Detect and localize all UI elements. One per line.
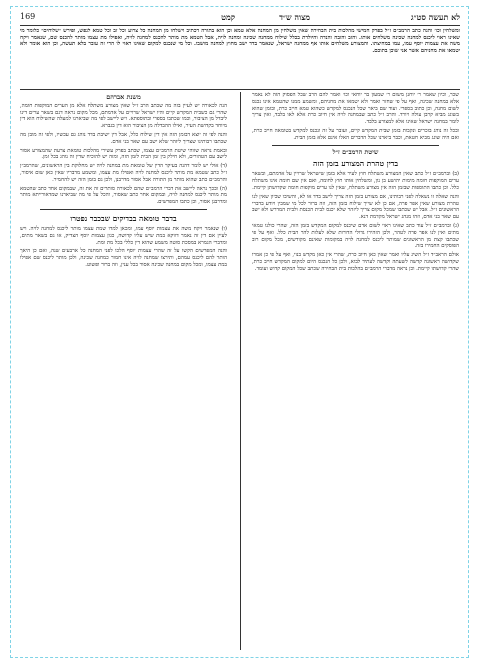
paragraph: (ג) וברמב״ם ז״ל עוד כתב שאינו ראוי לשום אדם שיכנס למקום המקדש בזמן הזה, שהרי כולנו טמאי מתים ואין לנו אפר פרה לטהר, ולכן הזהירו גדולי הדורות שלא לעלות להר הבית כלל. ואף על פי שכתבו קצת מן הראשונים שמותר ליכנס למחנה לויה במקומות שאינם מקודשים, מכל מקום רוב הפוסקים החמירו בזה.: [252, 222, 459, 250]
intro-rule: [20, 89, 460, 90]
paragraph: והנה שאלה זו נשאלה לפני רבותינו, אם מצורע בזמן הזה צריך לישב בדד או לא, והשיבו שכיון שאין לנו טהרת מצורע שאין אפר פרה, אם כן לא שייך שילוח בזמן הזה, וזה ברור לכל מי שמבין ויודע בדברי הראשונים ז״ל. אבל יש שכתבו שמכל מקום צריך ליזהר שלא יכנס לבית הכנסת ולבית המדרש ולא ישב עם שאר בני אדם, וזהו מנהג ישראל מקדמת דנא.: [252, 193, 459, 221]
paragraph: (ב) וברמב״ם ז״ל כתב שאין המצורע משתלח חוץ לעיר אלא בזמן שישראל שרויין על אדמתם, ובשאר ערים המוקפות חומה מימות יהושע בן נון, ומשלחין אותו חוץ לחומה, ואם אין שם חומה אינו משתלח כלל. וכן כתבו התוספות שבזמן הזה אין מצורע משתלח, שאין לנו ערים מוקפות חומה שקדושתן קיימת.: [252, 171, 459, 191]
section-number: קמט: [221, 12, 235, 22]
page-number: 169: [20, 12, 36, 21]
section-heading: בדבר טומאה בבדיקים שבכבר נפטרו: [70, 213, 177, 223]
header-rule: [20, 25, 460, 26]
paragraph: (ו) שנאמר ויקח משה את עצמות יוסף עמו, ומכאן למדו שמת עצמו מותר ליכנס למחנה לויה. ויש לעיין אם דין זה נאמר דווקא במת שיש עליו קדושה, כגון עצמות יוסף הצדיק, או גם בשאר מתים, ומדברי הגמרא במסכת סוטה משמע שהוא דין כללי בכל מת ומת.: [20, 225, 227, 246]
paragraph: והנה המפרשים הקשו על זה שהרי עצמות יוסף הלכו לפני המחנה כל ארבעים שנה, ואם כן היאך הותר להם ליכנס עמהם, ותירצו שמחנה לויה אינו חמור כמחנה שכינה, ולכן מותר ליכנס שם אפילו במת עצמו, ומכל מקום במחנה שכינה אסור בכל ענין, וזה ברור ופשוט.: [20, 248, 227, 268]
running-title: לא תעשה סט״ג: [410, 12, 460, 22]
paragraph: אולם הראב״ד ז״ל השיג עליו ואמר שאין כאן חיוב כרת, שהרי אין כאן מקדש בנוי, ואף על פי כן אמרו שקדושה ראשונה קדשה לשעתה וקדשה לעתיד לבוא, ולכן כל הנכנס היום למקום המקדש חייב כרת, שהרי קדושתו קיימת. וכן נראה מדברי הרמב״ם בהלכות בית הבחירה שכתב שכל המקום קדוש ועומד.: [252, 252, 459, 272]
paragraph: ובכל זה נוהג בזכרים ונקבות בזמן שבית המקדש קיים, ועובר על זה ונכנס למקדש בטומאה חייב כרת, ואם היה שוגג מביא חטאת, וכבר ביארנו שכל הדברים האלו אינם אלא בזמן הבית.: [252, 127, 459, 141]
paragraph: הנה לכאורה יש לעיין בזה מה שכתב הרב ז״ל שאין מצורע משתלח אלא מן הערים המוקפות חומה, שהרי גם כשבית המקדש קיים והיו ישראל שרויים על אדמתם, מכל מקום נראה דגם בשאר ערים דינו ליבדל מן הציבור, וכמו שכתבו בספרי ובתוספתא. ויש ליישב לפי מה שביארנו למעלה שהשילוח הוא דין מיוחד בקדושת העיר, ואילו ההבדלה מן הציבור הוא דין בגברא.: [20, 102, 227, 130]
right-column: [252, 92, 459, 652]
intro-paragraph: ומשלחין וכו׳ והנה כתב הרמב״ם ז״ל בפרק חמישי מהלכות בית הבחירה שאין משלחין מן המחנה אלא טמא וכן הוא בתורה דכתיב וישלחו מן המחנה כל צרוע וכל זב וכל טמא לנפש, ופירש ״שלוחים״ כלומר מי שאינו ראוי ליכנס למחנה שכינה משלחים אותו. והזב והזבה והנדה והיולדת בכלל שילוח ממחנה שכינה ומחנה לויה, אבל הטמא מת מותר להכנס למחנה לויה, ואפילו מת עצמו מותר להכנס שם, שנאמר ויקח משה את עצמות יוסף עמו, עמו במחיצתו. והמצורע משלחים אותו אף ממחנה ישראל, שנאמר בדד ישב מחוץ למחנה מושבו. וכל מי שנכנס למקום שאינו ראוי לו הרי זה עובר בלא תעשה, וכן הוא אומר ולא יטמאו את מחניהם אשר אני שוכן בתוכם.: [20, 28, 460, 54]
mitzvah-number: מצוה ש״ד: [279, 12, 310, 22]
paragraph: (ה) ובכך נראה ליישב את דברי הרמב״ם שהם לכאורה סותרים זה את זה, שבמקום אחד כתב שהטמא מת מותר ליכנס למחנה לויה, ובמקום אחר כתב שאסור, והכל על פי מה שביארנו שמדאורייתא מותר ומדרבנן אסור, וכן כתבו המפרשים.: [20, 185, 227, 206]
commentary-title: משנת אברהם: [106, 93, 141, 101]
column-divider: [240, 92, 241, 650]
divider: [272, 145, 439, 146]
paragraph: ובאמת נראה שזוהי שיטת הרמב״ם עצמו, שכתב בפרק עשירי מהלכות טומאת צרעת שהמצורע אסור לישב עם הטהורים, ולא חילק בין זמן הבית לזמן הזה, ומזה יש להוכיח שדין זה נוהג בכל זמן.: [20, 147, 227, 161]
left-column: [20, 92, 227, 652]
section-subtitle: שיטת הרמב״ם ז״ל: [332, 147, 379, 156]
running-header: [20, 10, 460, 26]
divider: [40, 209, 207, 210]
paragraph: (ד) אולי יש לומר דהנה בעיקר הדין של טומאת מת במחנה לויה יש מחלוקת בין הראשונים, שהרמב״ן ז״ל כתב שטמא מת מותר ליכנס למחנה לויה ואפילו מת עצמו, ומשמע מדבריו שאין כאן שום איסור, והרמב״ם כתב שהוא מותר מן התורה אבל אסור מדרבנן, ולכן גם בזמן הזה יש להחמיר.: [20, 163, 227, 183]
section-heading: בדין טהרת המצורע בזמן הזה: [312, 159, 398, 169]
paragraph: שכר, וכיון שאמר ר׳ יוחנן משום ר׳ שמעון בר יוחאי וכו׳ ואמר להם הרב שכל הפסוק הזה לא נאמר אלא במחנה שכינה, ואף על פי שחזר ואמר ולא יטמאו את מחניהם, ומשמע ממנו שהטמא אינו נכנס לשום מחנה, וכן כתוב בספרי. ועוד שם ביאר שכל הנכנס למקדש כשהוא טמא חייב כרת, ובזמן שהוא בשוגג מביא קרבן עולה ויורד. והרב ז״ל כתב שבמחנה לויה אין חיוב כרת אלא לאו בלבד, ואין צריך לומר במחנה ישראל שאינו אלא למצורע בלבד.: [252, 92, 459, 126]
paragraph: והנה לפי זה יוצא דבזמן הזה אין דין שילוח כלל, אבל דין ישיבת בדד נוהג גם עכשיו, ולפי זה מובן מה שכתבו רבותינו שצריך ליזהר שלא ישב עם שאר בני אדם.: [20, 131, 227, 145]
